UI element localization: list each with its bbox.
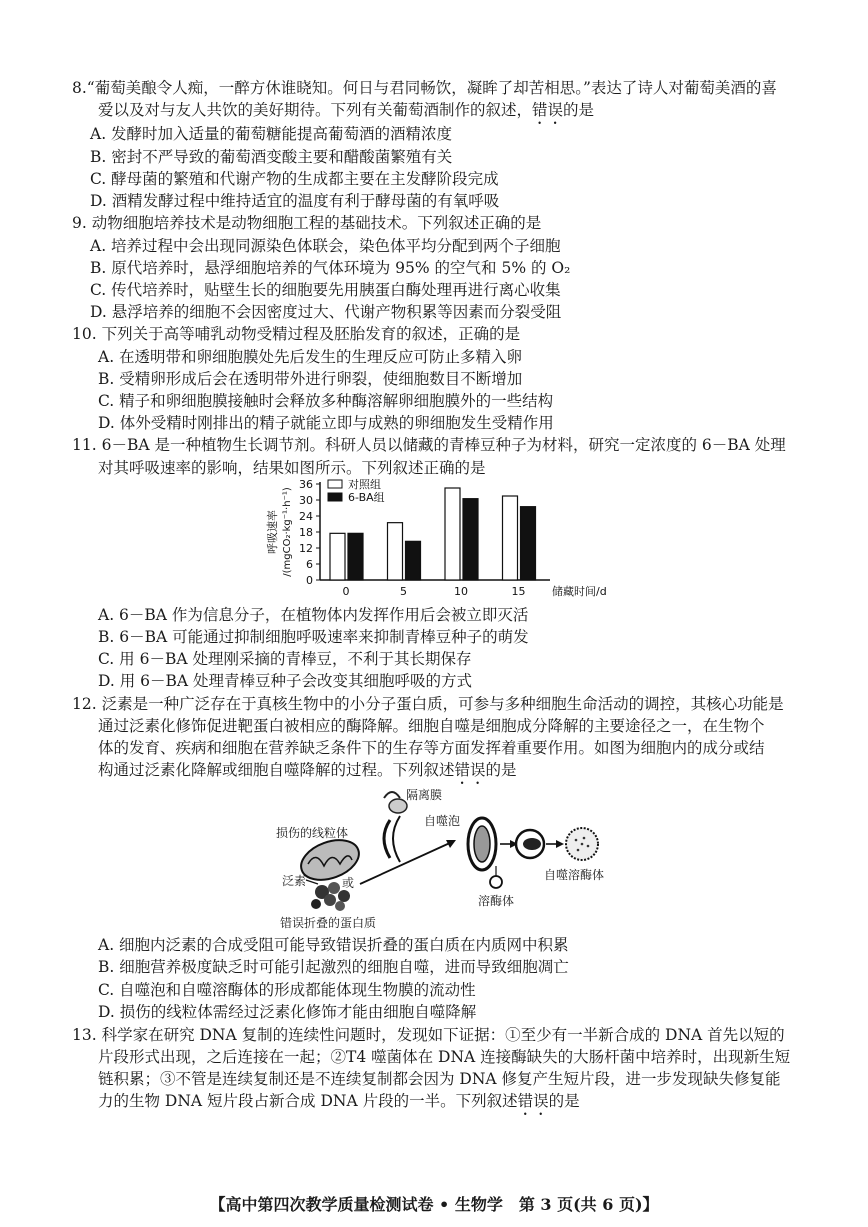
q10-option-b: B. 受精卵形成后会在透明带外进行卵裂，使细胞数目不断增加 xyxy=(98,370,523,388)
label-autolysosome: 自噬溶酶体 xyxy=(544,868,605,882)
respiration-bar-chart xyxy=(260,474,620,604)
legend-label: 6-BA组 xyxy=(348,491,385,504)
q12-option-a: A. 细胞内泛素的合成受阻可能导致错误折叠的蛋白质在内质网中积累 xyxy=(98,936,569,954)
y-tick-label: 0 xyxy=(306,574,313,587)
bar-6ba xyxy=(463,499,478,580)
y-tick-label: 24 xyxy=(299,510,313,523)
q10-option-c: C. 精子和卵细胞膜接触时会释放多种酶溶解卵细胞膜外的一些结构 xyxy=(98,392,554,410)
q11-option-d: D. 用 6－BA 处理青棒豆种子会改变其细胞呼吸的方式 xyxy=(98,672,473,690)
x-axis-label: 储藏时间/d xyxy=(552,585,607,598)
label-damaged-mito: 损伤的线粒体 xyxy=(276,826,349,840)
label-isolation-membrane: 隔离膜 xyxy=(406,788,443,802)
phagophore-arc xyxy=(384,820,390,858)
q9-option-c: C. 传代培养时，贴壁生长的细胞要先用胰蛋白酶处理再进行离心收集 xyxy=(90,281,561,299)
q12-option-c: C. 自噬泡和自噬溶酶体的形成都能体现生物膜的流动性 xyxy=(98,981,476,999)
q13-stem-line1: 13. 科学家在研究 DNA 复制的连续性问题时，发现如下证据：①至少有一半新合成的 DNA 首先以短的 xyxy=(72,1026,785,1044)
bar-6ba xyxy=(406,541,421,580)
label-autophagosome: 自噬泡 xyxy=(424,814,461,828)
x-tick-label: 10 xyxy=(454,585,468,598)
isolation-membrane-sketch xyxy=(384,792,400,798)
mito-top xyxy=(389,799,407,813)
q13-stem-line3: 链积累；③不管是连续复制还是不连续复制都会因为 DNA 修复产生短片段，进一步发现缺失修复能 xyxy=(98,1070,781,1088)
x-tick-label: 15 xyxy=(511,585,526,598)
bar-6ba xyxy=(521,507,536,580)
q8-stem-line1: 8.“葡萄美酿令人痴，一醉方休谁晓知。何日与君同畅饮，凝眸了却苦相思。”表达了诗人对葡萄美酒的喜 xyxy=(72,79,777,97)
q12-stem-line1: 12. 泛素是一种广泛存在于真核生物中的小分子蛋白质，可参与多种细胞生命活动的调控，其核心功能是 xyxy=(72,695,784,713)
bar-control xyxy=(445,488,460,580)
label-misfolded-protein: 错误折叠的蛋白质 xyxy=(280,916,377,930)
label-lysosome: 溶酶体 xyxy=(478,894,515,908)
q10-option-d: D. 体外受精时刚排出的精子就能立即与成熟的卵细胞发生受精作用 xyxy=(98,414,554,432)
y-tick-label: 18 xyxy=(299,526,313,539)
q8-option-a: A. 发酵时加入适量的葡萄糖能提高葡萄酒的酒精浓度 xyxy=(90,125,453,143)
legend-swatch xyxy=(328,493,342,501)
autophagy-diagram xyxy=(260,780,620,930)
label-ubiquitin: 泛素 xyxy=(282,874,307,888)
q11-option-a: A. 6－BA 作为信息分子，在植物体内发挥作用后会被立即灭活 xyxy=(98,606,529,624)
autophagosome-shape xyxy=(468,818,496,870)
label-or: 或 xyxy=(342,876,355,890)
q12-option-b: B. 细胞营养极度缺乏时可能引起激烈的细胞自噬，进而导致细胞凋亡 xyxy=(98,958,569,976)
y-axis-label: 呼吸速率 xyxy=(266,510,279,554)
q9-option-a: A. 培养过程中会出现同源染色体联会，染色体平均分配到两个子细胞 xyxy=(90,237,561,255)
q12-stem-line2: 通过泛素化修饰促进靶蛋白被相应的酶降解。细胞自噬是细胞成分降解的主要途径之一，在生物个 xyxy=(98,717,765,735)
x-tick-label: 0 xyxy=(342,585,350,598)
q11-stem-line2: 对其呼吸速率的影响，结果如图所示。下列叙述正确的是 xyxy=(98,459,486,477)
q10-option-a: A. 在透明带和卵细胞膜处先后发生的生理反应可防止多精入卵 xyxy=(98,348,523,366)
q9-stem: 9. 动物细胞培养技术是动物细胞工程的基础技术。下列叙述正确的是 xyxy=(72,214,542,232)
q8-option-d: D. 酒精发酵过程中维持适宜的温度有利于酵母菌的有氧呼吸 xyxy=(90,192,500,210)
q11-option-c: C. 用 6－BA 处理刚采摘的青棒豆，不利于其长期保存 xyxy=(98,650,472,668)
page-footer: 【高中第四次教学质量检测试卷 • 生物学 第 3 页(共 6 页)】 xyxy=(209,1195,659,1214)
q12-stem-line3: 体的发育、疾病和细胞在营养缺乏条件下的生存等方面发挥着重要作用。如图为细胞内的成分或结 xyxy=(98,739,765,757)
q13-stem-line2: 片段形式出现，之后连接在一起；②T4 噬菌体在 DNA 连接酶缺失的大肠杆菌中培养时，出现新生短 xyxy=(98,1048,791,1066)
q11-stem-line1: 11. 6－BA 是一种植物生长调节剂。科研人员以储藏的青棒豆种子为材料，研究一定浓度的 6－BA 处理 xyxy=(72,436,786,454)
q12-option-d: D. 损伤的线粒体需经过泛素化修饰才能由细胞自噬降解 xyxy=(98,1003,477,1021)
q8-stem-line2: 爱以及对与友人共饮的美好期待。下列有关葡萄酒制作的叙述，错误的是 xyxy=(98,101,595,119)
legend-swatch xyxy=(328,480,342,488)
y-tick-label: 36 xyxy=(299,478,313,491)
ubiquitin-pointer xyxy=(306,880,318,884)
y-tick-label: 12 xyxy=(299,542,313,555)
q8-option-b: B. 密封不严导致的葡萄酒变酸主要和醋酸菌繁殖有关 xyxy=(90,148,453,166)
bar-control xyxy=(503,496,518,580)
q13-stem-line4: 力的生物 DNA 短片段占新合成 DNA 片段的一半。下列叙述错误的是 xyxy=(98,1092,580,1110)
q8-option-c: C. 酵母菌的繁殖和代谢产物的生成都主要在主发酵阶段完成 xyxy=(90,170,499,188)
autolysosome-shape xyxy=(566,828,598,860)
bar-control xyxy=(330,533,345,580)
legend-label: 对照组 xyxy=(348,478,381,491)
q11-option-b: B. 6－BA 可能通过抑制细胞呼吸速率来抑制青棒豆种子的萌发 xyxy=(98,628,529,646)
arrow-to-autophagosome xyxy=(360,842,452,884)
y-tick-label: 6 xyxy=(306,558,313,571)
q10-stem: 10. 下列关于高等哺乳动物受精过程及胚胎发育的叙述，正确的是 xyxy=(72,325,521,343)
y-axis-unit: /(mgCO₂·kg⁻¹·h⁻¹) xyxy=(282,487,293,577)
x-tick-label: 5 xyxy=(400,585,407,598)
bar-control xyxy=(388,523,403,580)
q9-option-d: D. 悬浮培养的细胞不会因密度过大、代谢产物积累等因素而分裂受阻 xyxy=(90,303,562,321)
q9-option-b: B. 原代培养时，悬浮细胞培养的气体环境为 95% 的空气和 5% 的 O₂ xyxy=(90,259,571,277)
y-tick-label: 30 xyxy=(299,494,313,507)
bar-6ba xyxy=(348,533,363,580)
q12-stem-line4: 构通过泛素化降解或细胞自噬降解的过程。下列叙述错误的是 xyxy=(98,761,517,779)
lysosome-shape xyxy=(490,866,502,888)
fusion-shape xyxy=(516,830,544,858)
